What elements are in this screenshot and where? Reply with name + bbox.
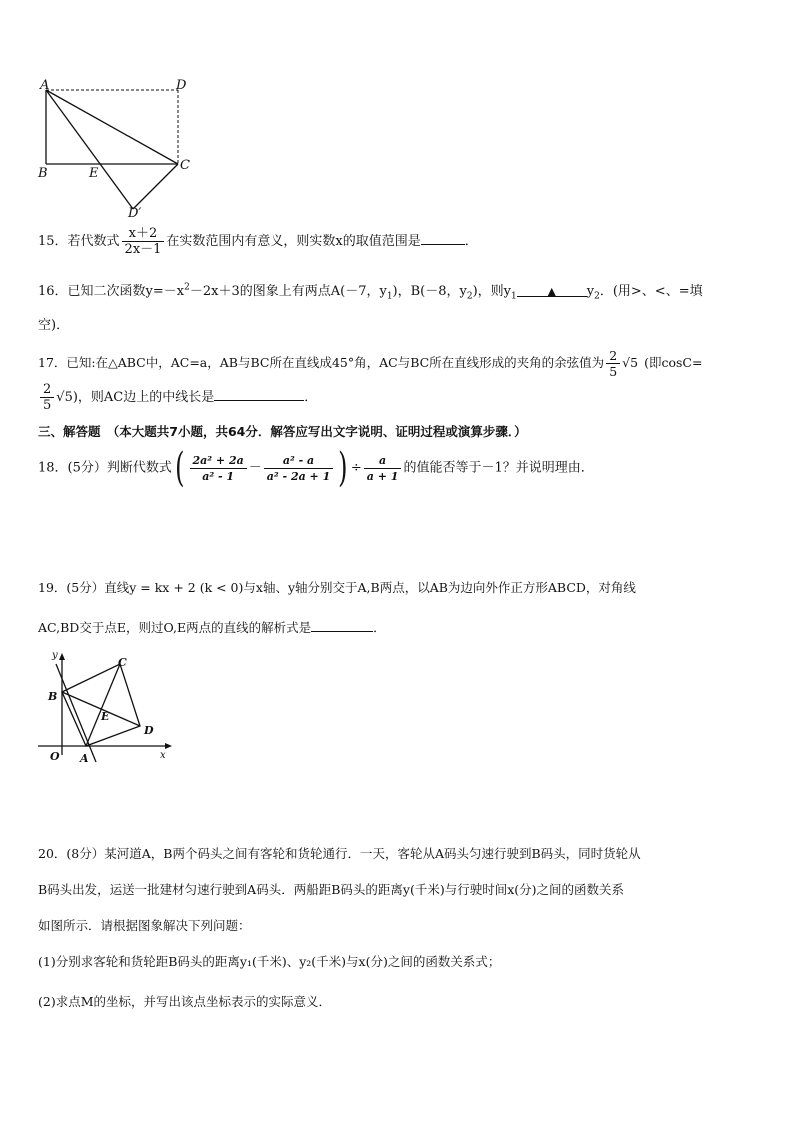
fig2-label-A: A xyxy=(80,752,89,765)
q16-line2: 空)． xyxy=(38,318,70,333)
q16-s2: 2 xyxy=(466,291,473,302)
q18-fraction-2 xyxy=(264,453,333,484)
fig2-label-O: O xyxy=(50,750,60,763)
q20-part1: (1)分别求客轮和货轮距B码头的距离y₁(千米)、y₂(千米)与x(分)之间的函数关系式； xyxy=(38,954,501,969)
q18-f2-num: a² - a xyxy=(264,453,333,469)
q16-a: 16．已知二次函数y=－x xyxy=(38,284,185,299)
q15-answer-blank xyxy=(421,232,465,245)
question-16 xyxy=(38,280,703,302)
q15-prefix: 15．若代数式 xyxy=(38,234,120,249)
label-D-prime: D′ xyxy=(128,206,142,221)
fig2-label-B: B xyxy=(48,690,58,703)
q15-text: 在实数范围内有意义，则实数x的取值范围是 xyxy=(166,234,421,249)
q18-prefix: 18．(5分）判断代数式 xyxy=(38,460,172,476)
q17-fraction-2 xyxy=(40,382,54,413)
label-B: B xyxy=(38,166,48,181)
q20-part2: (2)求点M的坐标，并写出该点坐标表示的实际意义． xyxy=(38,994,332,1009)
q20-line3: 如图所示．请根据图象解决下列问题： xyxy=(38,918,251,933)
q16-answer-blank xyxy=(517,284,587,297)
q16-s4: 2 xyxy=(594,291,600,302)
fig2-label-E: E xyxy=(101,710,110,723)
q18-suffix: 的值能否等于－1？并说明理由． xyxy=(403,460,594,476)
q17-frac2-den: 5 xyxy=(43,398,52,413)
q18-minus: － xyxy=(248,460,262,476)
triangle-icon: ▲ xyxy=(547,285,556,298)
q17-end: ． xyxy=(304,390,318,405)
q20-line2: B码头出发，运送一批建材匀速行驶到A码头．两船距B码头的距离y(千米)与行驶时间x(分)之间的函数关系 xyxy=(38,882,625,897)
question-15 xyxy=(38,226,478,257)
q18-paren-right: ) xyxy=(338,445,348,491)
q19-line2-text: AC,BD交于点E，则过O,E两点的直线的解析式是 xyxy=(38,620,312,635)
label-A: A xyxy=(40,78,50,93)
label-C: C xyxy=(180,158,190,173)
q17-frac1-den: 5 xyxy=(609,364,618,379)
q17-frac2-num: 2 xyxy=(40,382,54,398)
q16-e: y xyxy=(586,284,595,299)
q18-f3-den: a + 1 xyxy=(366,469,399,483)
geometry-figure-1 xyxy=(30,74,200,224)
q17-line1: 17．已知:在△ABC中，AC=a，AB与BC所在直线成45°角，AC与BC所在直线形成的夹角的余弦值为 xyxy=(38,355,605,370)
question-17 xyxy=(38,348,702,379)
q18-fraction-3 xyxy=(364,453,402,484)
q16-s1: 1 xyxy=(386,291,393,302)
q16-s3: 1 xyxy=(511,291,517,302)
q16-d: )，则y xyxy=(472,284,512,299)
q18-fraction-1 xyxy=(190,453,247,484)
label-D: D xyxy=(176,78,187,93)
q18-f1-num: 2a² + 2a xyxy=(190,453,247,469)
q15-end: ． xyxy=(464,234,478,249)
q18-paren-left: ( xyxy=(175,445,185,491)
q15-fraction xyxy=(122,226,165,257)
q19-line2 xyxy=(38,618,386,636)
q20-line1: 20．(8分）某河道A，B两个码头之间有客轮和货轮通行．一天，客轮从A码头匀速行驶到B码头，同时货轮从 xyxy=(38,846,641,861)
q17-frac1-num: 2 xyxy=(606,348,620,364)
q19-line1: 19．(5分）直线y = kx + 2 (k < 0)与x轴、y轴分别交于A,B两点，以AB为边向外作正方形ABCD，对角线 xyxy=(38,580,636,595)
q17-sqrt-2: √5 xyxy=(56,390,73,405)
q16-b: －2x＋3的图象上有两点A(－7，y xyxy=(189,284,387,299)
fig2-label-D: D xyxy=(144,724,154,737)
q17-answer-blank xyxy=(214,388,304,401)
q16-f: ．(用>、<、=填 xyxy=(599,284,703,299)
fig2-label-C: C xyxy=(118,656,127,669)
question-18 xyxy=(38,445,594,491)
q16-c: )，B(－8，y xyxy=(392,284,467,299)
q18-f3-num: a xyxy=(364,453,402,469)
q17-line2 xyxy=(38,382,317,413)
q15-frac-den: 2x－1 xyxy=(124,242,162,257)
fig2-label-y: y xyxy=(52,650,58,661)
q18-f1-den: a² - 1 xyxy=(202,469,235,483)
q17-line1-end: (即cosC= xyxy=(644,355,703,370)
q19-end: ． xyxy=(373,620,386,635)
q17-line2-text: )，则AC边上的中线长是 xyxy=(72,390,215,405)
q18-f2-den: a² - 2a + 1 xyxy=(266,469,331,483)
q17-sqrt-1: √5 xyxy=(622,355,639,370)
q15-frac-num: x＋2 xyxy=(122,226,165,242)
q19-answer-blank xyxy=(311,619,373,632)
q17-fraction-1 xyxy=(606,348,620,379)
section-3-heading: 三、解答题 （本大题共7小题，共64分．解答应写出文字说明、证明过程或演算步骤．） xyxy=(38,424,527,439)
q16-sup: 2 xyxy=(184,282,190,293)
q18-div: ÷ xyxy=(350,460,362,476)
fig2-label-x: x xyxy=(160,750,166,761)
label-E: E xyxy=(89,166,99,181)
